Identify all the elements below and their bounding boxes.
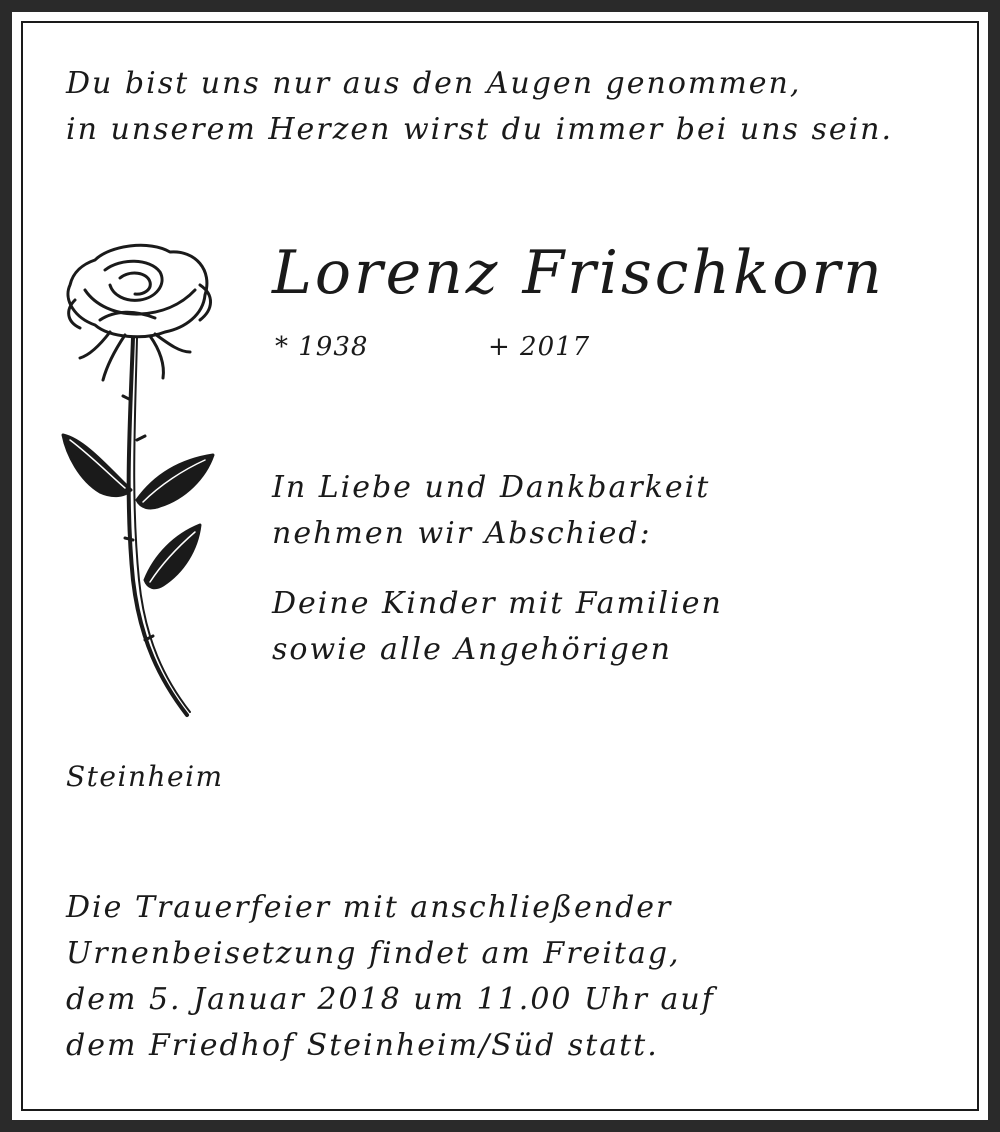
farewell-line-1: In Liebe und Dankbarkeit: [272, 470, 711, 505]
place-name: Steinheim: [66, 760, 224, 793]
deceased-name: Lorenz Frischkorn: [272, 238, 885, 308]
rose-icon: [55, 240, 225, 730]
death-year: + 2017: [488, 332, 591, 362]
quote-line-1: Du bist uns nur aus den Augen genommen,: [66, 66, 802, 101]
mourners-line-1: Deine Kinder mit Familien: [272, 586, 723, 621]
quote-line-2: in unserem Herzen wirst du immer bei uns sein.: [66, 112, 894, 147]
ceremony-line-2: Urnenbeisetzung findet am Freitag,: [66, 936, 681, 971]
birth-year: * 1938: [275, 332, 369, 362]
mourners-line-2: sowie alle Angehörigen: [272, 632, 672, 667]
ceremony-line-4: dem Friedhof Steinheim/Süd statt.: [66, 1028, 659, 1063]
farewell-line-2: nehmen wir Abschied:: [272, 516, 652, 551]
ceremony-line-3: dem 5. Januar 2018 um 11.00 Uhr auf: [66, 982, 715, 1017]
ceremony-line-1: Die Trauerfeier mit anschließender: [66, 890, 673, 925]
